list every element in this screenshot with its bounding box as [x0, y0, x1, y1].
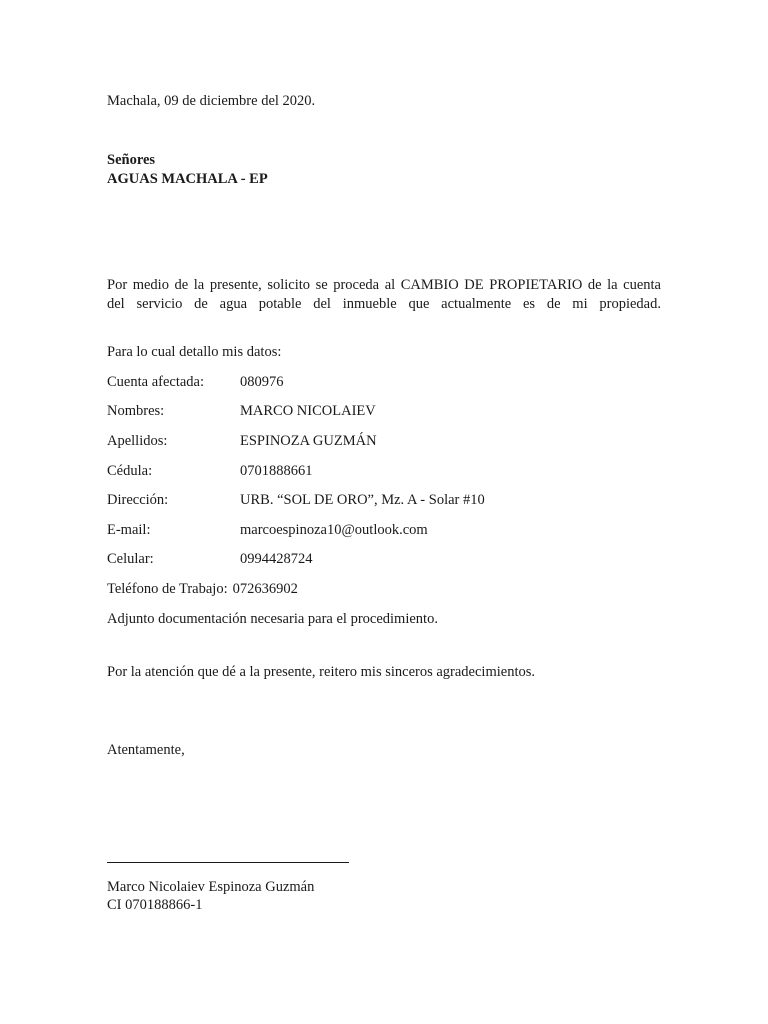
- field-row-cuenta: [107, 373, 284, 391]
- body-line-1: Por medio de la presente, solicito se proceda al CAMBIO DE PROPIETARIO de la cuenta: [107, 277, 661, 293]
- field-value: marcoespinoza10@outlook.com: [240, 522, 428, 538]
- field-label: Cuenta afectada:: [107, 374, 205, 390]
- field-label: Teléfono de Trabajo:: [107, 581, 228, 597]
- body-line-2: del servicio de agua potable del inmueble que actualmente es de mi propiedad.: [107, 296, 661, 312]
- field-label: E-mail:: [107, 522, 151, 538]
- field-value: 0994428724: [240, 551, 313, 567]
- field-value: ESPINOZA GUZMÁN: [240, 433, 377, 449]
- field-row-apellidos: [107, 432, 377, 450]
- field-row-telefono: [107, 580, 298, 598]
- field-label: Dirección:: [107, 492, 169, 508]
- thanks-line: Por la atención que dé a la presente, reitero mis sinceros agradecimientos.: [107, 664, 535, 680]
- attachment-note: Adjunto documentación necesaria para el procedimiento.: [107, 611, 438, 627]
- recipient-organization: AGUAS MACHALA - EP: [107, 171, 268, 187]
- field-row-celular: [107, 550, 313, 568]
- recipient-salutation: Señores: [107, 152, 156, 168]
- field-value: URB. “SOL DE ORO”, Mz. A - Solar #10: [240, 492, 485, 508]
- field-row-direccion: [107, 491, 485, 509]
- field-label: Apellidos:: [107, 433, 168, 449]
- field-row-nombres: [107, 402, 376, 420]
- data-intro: Para lo cual detallo mis datos:: [107, 344, 282, 360]
- field-row-email: [107, 521, 428, 539]
- field-value: 072636902: [232, 581, 298, 597]
- field-value: MARCO NICOLAIEV: [240, 403, 376, 419]
- signature-name: Marco Nicolaiev Espinoza Guzmán: [107, 879, 315, 895]
- field-label: Nombres:: [107, 403, 165, 419]
- field-row-cedula: [107, 462, 313, 480]
- field-label: Celular:: [107, 551, 154, 567]
- field-value: 080976: [240, 374, 284, 390]
- signature-id: CI 070188866-1: [107, 897, 203, 913]
- date-line: Machala, 09 de diciembre del 2020.: [107, 93, 316, 109]
- field-label: Cédula:: [107, 463, 153, 479]
- signature-line: [107, 862, 349, 863]
- closing-line: Atentamente,: [107, 742, 185, 758]
- field-value: 0701888661: [240, 463, 313, 479]
